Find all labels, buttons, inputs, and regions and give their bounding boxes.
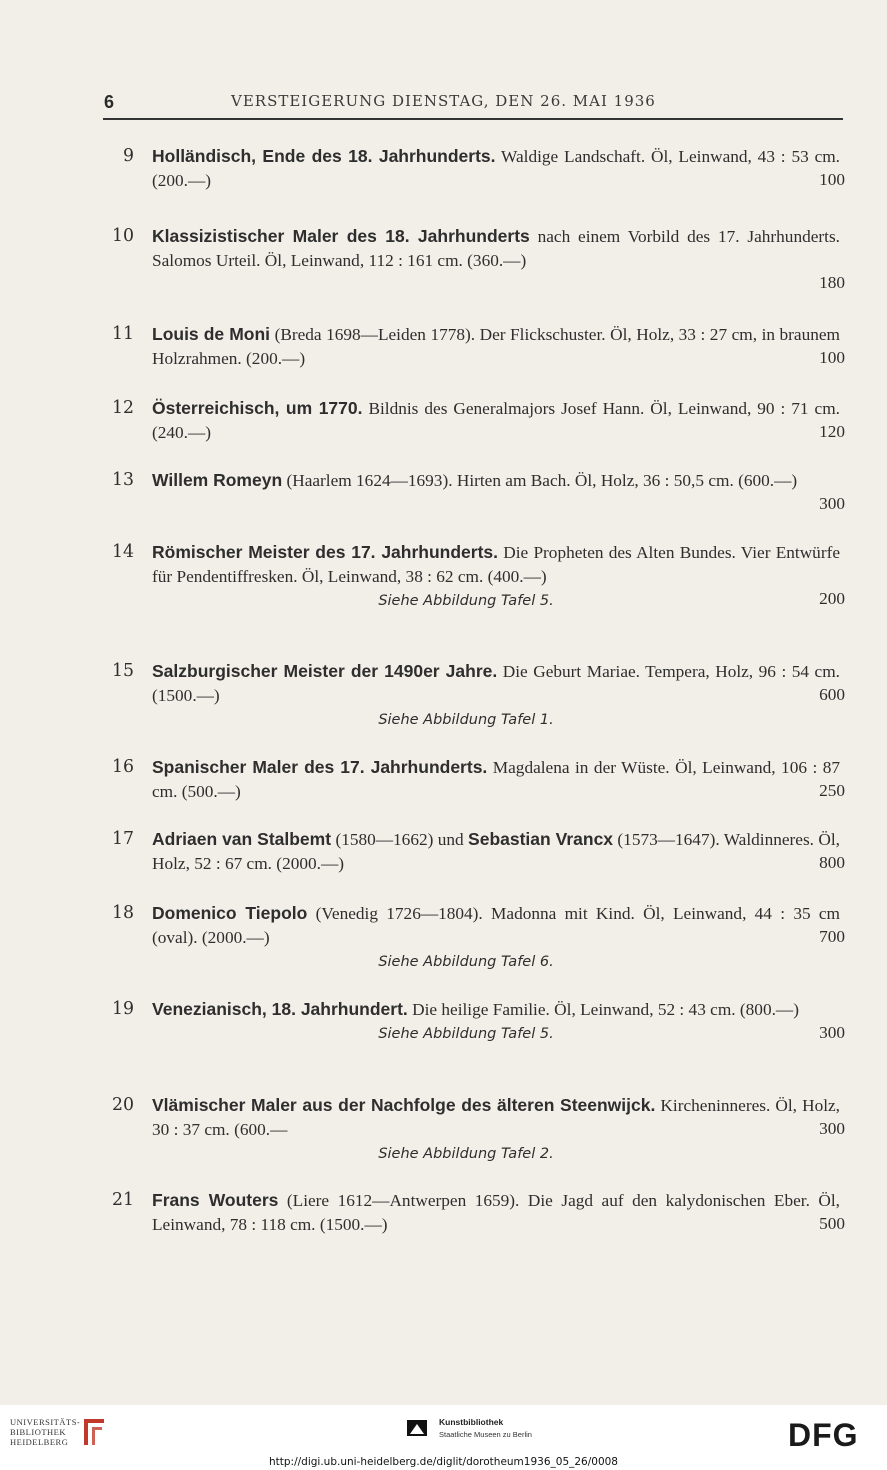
lot-price: 300 xyxy=(819,1119,845,1138)
lot-price: 180 xyxy=(819,273,845,292)
kunstbibliothek-subtitle: Staatliche Museen zu Berlin xyxy=(439,1430,532,1439)
lot-description: Kircheninneres. Öl, Holz, 30 : 37 cm. (600.— xyxy=(152,1096,840,1139)
lot-price: 200 xyxy=(819,589,845,608)
source-url[interactable]: http://digi.ub.uni-heidelberg.de/diglit/dorotheum1936_05_26/0008 xyxy=(269,1456,618,1468)
artist-name: Vlämischer Maler aus der Nachfolge des älteren Steenwijck. xyxy=(152,1095,656,1115)
artist-name: Domenico Tiepolo xyxy=(152,903,308,923)
lot-number: 13 xyxy=(112,470,134,490)
lot-number: 20 xyxy=(112,1095,134,1115)
lot-description: (1580—1662) und xyxy=(331,830,469,849)
artist-name: Römischer Meister des 17. Jahrhunderts. xyxy=(152,542,499,562)
lot-description: Die Propheten des Alten Bundes. Vier Entwürfe für Pendentiffresken. Öl, Leinwand, 38 : 62 cm. (400.—) xyxy=(152,543,840,586)
dfg-logo: DFG xyxy=(788,1417,859,1453)
lot-number: 18 xyxy=(112,903,134,923)
artist-name: Spanischer Maler des 17. Jahrhunderts. xyxy=(152,757,488,777)
lot-description: Waldige Landschaft. Öl, Leinwand, 43 : 53 cm. (200.—) xyxy=(152,147,840,190)
lot-description: nach einem Vorbild des 17. Jahrhunderts. Salomos Urteil. Öl, Leinwand, 112 : 161 cm. (360.—) xyxy=(152,227,840,270)
lot-price: 250 xyxy=(819,781,845,800)
lot-price: 600 xyxy=(819,685,845,704)
footer-bar xyxy=(0,1405,887,1457)
lot-description: (Haarlem 1624—1693). Hirten am Bach. Öl, Holz, 36 : 50,5 cm. (600.—) xyxy=(282,471,798,490)
lot-description: Die heilige Familie. Öl, Leinwand, 52 : 43 cm. (800.—) xyxy=(407,1000,799,1019)
lot-description: Die Geburt Mariae. Tempera, Holz, 96 : 54 cm. (1500.—) xyxy=(152,662,840,705)
lot-number: 11 xyxy=(112,324,134,344)
lot-price: 100 xyxy=(819,348,845,367)
lot-description: (Liere 1612—Antwerpen 1659). Die Jagd auf den kalydonischen Eber. Öl, Leinwand, 78 : 118 cm. (1500.—) xyxy=(152,1191,840,1234)
plate-reference: Siehe Abbildung Tafel 6. xyxy=(378,954,554,970)
artist-name: Klassizistischer Maler des 18. Jahrhunderts xyxy=(152,226,530,246)
artist-name: Salzburgischer Meister der 1490er Jahre. xyxy=(152,661,498,681)
lot-price: 300 xyxy=(819,494,845,513)
lot-number: 12 xyxy=(112,398,134,418)
page-header xyxy=(96,92,842,116)
lot-price: 120 xyxy=(819,422,845,441)
artist-name: Frans Wouters xyxy=(152,1190,279,1210)
lot-number: 17 xyxy=(112,829,134,849)
lot-price: 300 xyxy=(819,1023,845,1042)
running-head: VERSTEIGERUNG DIENSTAG, DEN 26. MAI 1936 xyxy=(231,92,656,110)
page-number: 6 xyxy=(104,92,115,112)
lot-description-cont: (1573—1647). Waldinneres. Öl, Holz, 52 : 67 cm. (2000.—) xyxy=(152,830,840,873)
lot-price: 100 xyxy=(819,170,845,189)
kunstbibliothek-name: Kunstbibliothek xyxy=(439,1417,504,1427)
plate-reference: Siehe Abbildung Tafel 5. xyxy=(378,1026,554,1042)
lot-number: 10 xyxy=(112,226,134,246)
artist-name: Venezianisch, 18. Jahrhundert. xyxy=(152,999,408,1019)
lot-description: (Venedig 1726—1804). Madonna mit Kind. Öl, Leinwand, 44 : 35 cm (oval). (2000.—) xyxy=(152,904,840,947)
lot-number: 15 xyxy=(112,661,134,681)
header-rule xyxy=(103,118,843,120)
lot-number: 19 xyxy=(112,999,134,1019)
lot-number: 16 xyxy=(112,757,134,777)
plate-reference: Siehe Abbildung Tafel 1. xyxy=(378,712,554,728)
artist-name: Österreichisch, um 1770. xyxy=(152,398,363,418)
lot-price: 500 xyxy=(819,1214,845,1233)
kunstbibliothek-icon xyxy=(405,1418,429,1440)
lot-price: 700 xyxy=(819,927,845,946)
artist-name: Adriaen van Stalbemt xyxy=(152,829,332,849)
artist-name: Louis de Moni xyxy=(152,324,271,344)
library-logo-text: UNIVERSITÄTS- BIBLIOTHEK HEIDELBERG xyxy=(10,1417,81,1447)
lot-number: 9 xyxy=(123,146,134,166)
lot-description: (Breda 1698—Leiden 1778). Der Flickschuster. Öl, Holz, 33 : 27 cm, in braunem Holzrahmen. (200.—) xyxy=(152,325,840,368)
lot-description: Bildnis des Generalmajors Josef Hann. Öl, Leinwand, 90 : 71 cm. (240.—) xyxy=(152,399,840,442)
plate-reference: Siehe Abbildung Tafel 2. xyxy=(378,1146,554,1162)
lot-number: 21 xyxy=(112,1190,134,1210)
artist-name: Willem Romeyn xyxy=(152,470,283,490)
artist-name: Holländisch, Ende des 18. Jahrhunderts. xyxy=(152,146,496,166)
lot-number: 14 xyxy=(112,542,134,562)
library-emblem-icon xyxy=(80,1415,108,1449)
lot-description: Magdalena in der Wüste. Öl, Leinwand, 106 : 87 cm. (500.—) xyxy=(152,758,841,801)
plate-reference: Siehe Abbildung Tafel 5. xyxy=(378,593,554,609)
artist-name-second: Sebastian Vrancx xyxy=(468,829,614,849)
lot-price: 800 xyxy=(819,853,845,872)
